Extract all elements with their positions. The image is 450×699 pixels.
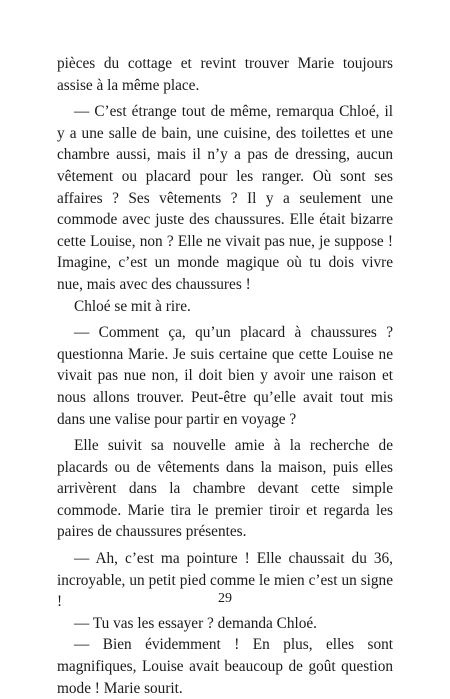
paragraph-dialogue-try-on: — Tu vas les essayer ? demanda Chloé. [74,614,318,632]
paragraph-dialogue-shoe-size: — Ah, c’est ma pointure ! Elle chaussait du 36, incroyable, un petit pied comme le mien c’est un signe ! [57,550,393,611]
paragraph-dialogue-chloe-strange: — C’est étrange tout de même, remarqua Chloé, il y a une salle de bain, une cuisine, des toilettes et une chambre aussi, mais il n’y a pas de dressing, aucun vêtement ou placard pour les ranger. Où sont ses affaires ? Ses vêtements ? Il y a seulement une commode avec juste des chaussures. Elle était bizarre cette Louise, non ? Elle ne vivait pas nue, je suppose ! Imagine, c’est un monde magique où tu dois vivre nue, mais avec des chaussures ! [57,103,393,293]
page-number: 29 [218,591,232,606]
paragraph-dialogue-marie-smiles: — Bien évidemment ! En plus, elles sont magnifiques, Louise avait beaucoup de goût question mode ! Marie sourit. [57,636,393,697]
paragraph-dialogue-marie-question: — Comment ça, qu’un placard à chaussures ? questionna Marie. Je suis certaine que cette Louise ne vivait pas nue non, il doit bien y avoir une raison et nous allons trouver. Peut-être qu’elle avait tout mis dans une valise pour partir en voyage ? [57,324,393,428]
paragraph-chloe-laughs: Chloé se mit à rire. [74,297,191,315]
paragraph-search-narration: Elle suivit sa nouvelle amie à la recherche de placards ou de vêtements dans la maison, puis elles arrivèrent dans la chambre devant cette simple commode. Marie tira le premier tiroir et regarda les paires de chaussures présentes. [57,437,393,541]
paragraph-continuation: pièces du cottage et revint trouver Marie toujours assise à la même place. [57,55,393,94]
